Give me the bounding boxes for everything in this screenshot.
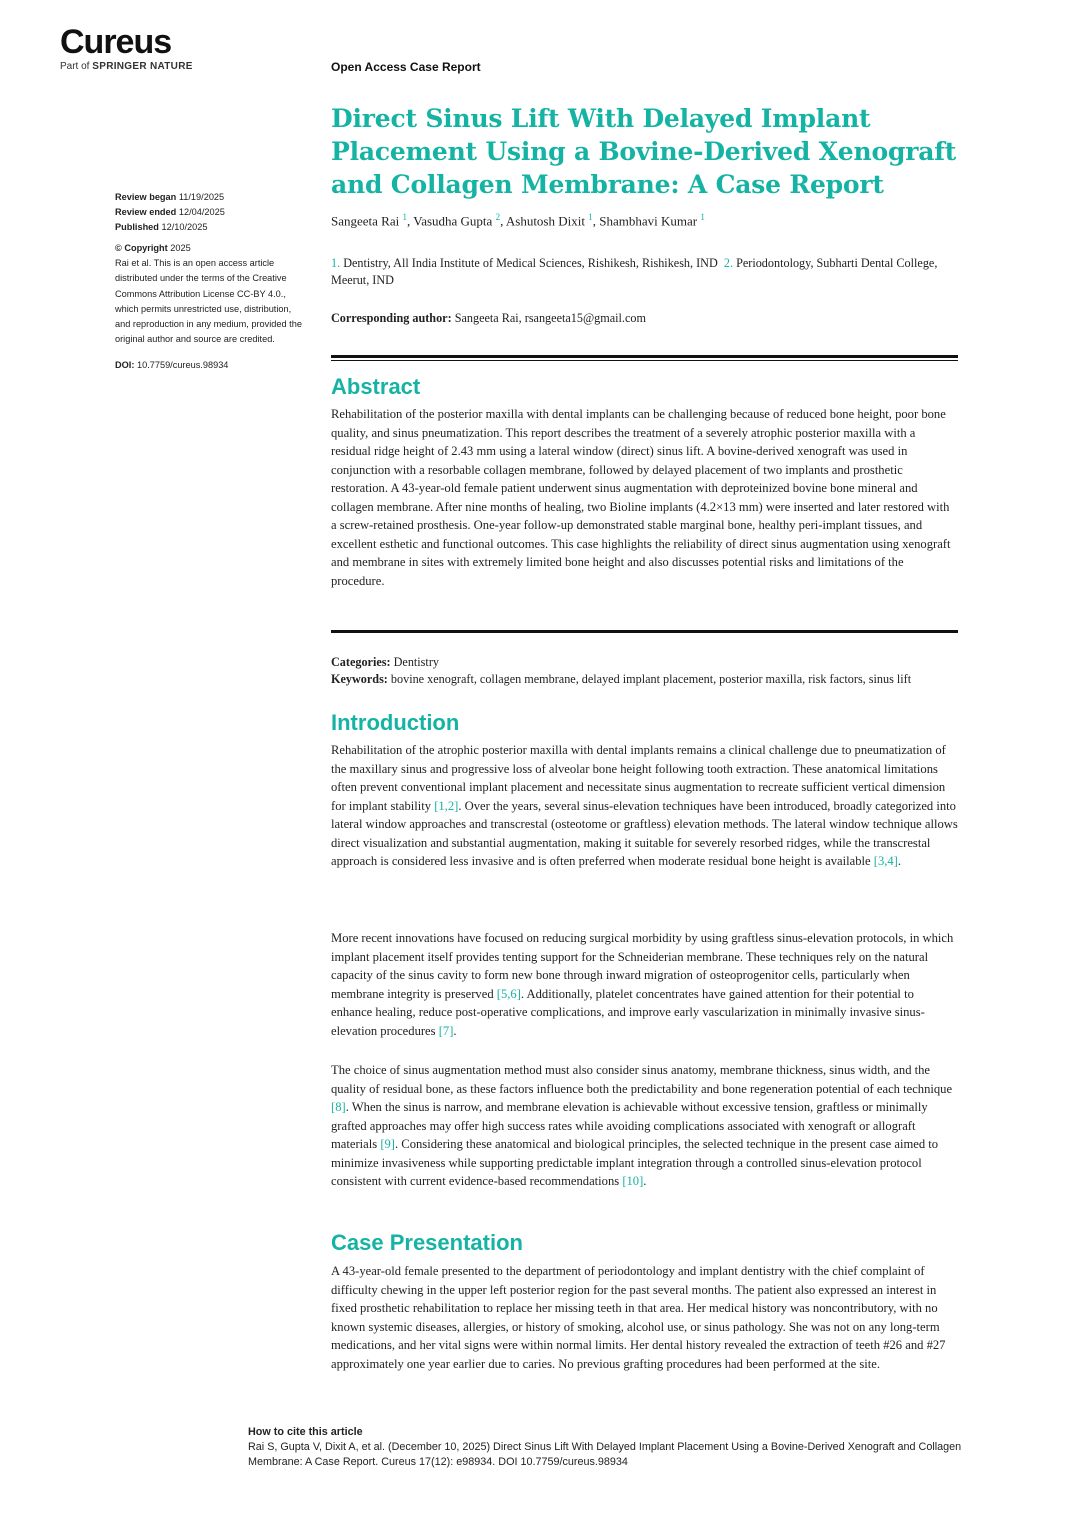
logo-part-of: Part of: [60, 61, 90, 72]
published-label: Published: [115, 222, 159, 232]
review-began-date: 11/19/2025: [178, 192, 225, 202]
author-link[interactable]: Shambhavi Kumar: [599, 213, 698, 229]
author-link[interactable]: Ashutosh Dixit: [505, 213, 585, 229]
review-began-row: [115, 190, 305, 205]
logo-springer-nature: SPRINGER NATURE: [92, 61, 193, 72]
how-to-cite-heading: How to cite this article: [248, 1426, 363, 1438]
copyright-row: [115, 241, 305, 256]
affiliation-number: 2.: [723, 256, 734, 270]
categories-value[interactable]: Dentistry: [393, 655, 439, 669]
case-presentation-heading: Case Presentation: [331, 1230, 523, 1255]
corresponding-label: Corresponding author:: [331, 311, 452, 325]
published-date: 12/10/2025: [161, 222, 208, 232]
keywords-value: bovine xenograft, collagen membrane, delayed implant placement, posterior maxilla, risk factors, sinus lift: [390, 672, 912, 686]
keywords-row: [331, 671, 971, 688]
categories-keywords: [331, 654, 971, 688]
review-ended-row: [115, 205, 305, 220]
author-link[interactable]: Vasudha Gupta: [413, 213, 493, 229]
citation-text: Rai S, Gupta V, Dixit A, et al. (December 10, 2025) Direct Sinus Lift With Delayed Implant Placement Using a Bovine-Derived Xenograft and Collagen Membrane: A Case Report. Cureus 17(12): e98934. DOI 10.7759/cureus.98934: [248, 1441, 962, 1468]
author-link[interactable]: Sangeeta Rai: [331, 213, 400, 229]
author-affiliation-ref[interactable]: 1: [588, 212, 593, 222]
paragraph-text: .: [453, 1023, 457, 1038]
article-sidebar: [115, 190, 305, 373]
citation-link[interactable]: [3,4]: [873, 854, 898, 868]
citation-link[interactable]: [5,6]: [496, 986, 521, 1001]
corresponding-contact[interactable]: Sangeeta Rai, rsangeeta15@gmail.com: [454, 311, 646, 325]
cureus-logo[interactable]: [60, 24, 193, 72]
paragraph-text: The choice of sinus augmentation method must also consider sinus anatomy, membrane thickness, sinus width, and the quality of residual bone, as these factors influence both the predictability and bone regeneration potential of each technique: [331, 1063, 953, 1096]
introduction-heading: Introduction: [331, 710, 460, 735]
paragraph-text: . Considering these anatomical and biological principles, the selected technique in the present case aimed to minimize invasiveness while supporting predictable implant integration through a controlled sinus-elevation protocol consistent with current evidence-based recommendations: [331, 1137, 939, 1188]
paragraph-text: More recent innovations have focused on reducing surgical morbidity by using graftless sinus-elevation protocols, in which implant placement itself provides tenting support for the Schneiderian membrane. These techniques rely on the natural capacity of the sinus cavity to form new bone through inward migration of osteoprogenitor cells, particularly when membrane integrity is preserved: [331, 931, 954, 1001]
corresponding-author: [331, 311, 646, 326]
doi-row: [115, 358, 305, 373]
article-type-label: Open Access Case Report: [331, 60, 481, 74]
paragraph-text: Rehabilitation of the atrophic posterior maxilla with dental implants remains a clinical challenge due to pneumatization of the maxillary sinus and progressive loss of alveolar bone height following tooth extraction. These anatomical limitations often prevent conventional implant placement and necessitate sinus augmentation to recreate sufficient vertical dimension for implant stability: [331, 743, 946, 813]
logo-wordmark: Cureus: [60, 23, 172, 61]
author-affiliation-ref[interactable]: 1: [402, 212, 407, 222]
case-presentation-text: A 43-year-old female presented to the department of periodontology and implant dentistry with the chief complaint of difficulty chewing in the upper left posterior region for the past several months. The patient also expressed an interest in fixed prosthetic rehabilitation to replace her missing teeth in that area. Her medical history was noncontributory, with no known systemic diseases, allergies, or history of smoking, alcohol use, or sinus pathology. She was not on any long-term medications, and her vital signs were within normal limits. Her dental history revealed the extraction of teeth #26 and #27 approximately one year earlier due to caries. No previous grafting procedures had been performed at the site.: [331, 1264, 946, 1371]
paragraph-text: . When the sinus is narrow, and membrane elevation is achievable without excessive tension, graftless or minimally grafted approaches may offer high success rates while avoiding complications associated with xenograft or allograft materials: [331, 1100, 928, 1151]
copyright-year: 2025: [170, 243, 191, 253]
categories-row: [331, 654, 971, 671]
published-row: [115, 220, 305, 235]
review-ended-label: Review ended: [115, 207, 177, 217]
affiliation-text: Periodontology, Subharti Dental College, Meerut, IND: [331, 256, 938, 287]
introduction-paragraph: [331, 1061, 958, 1191]
categories-label: Categories:: [331, 655, 391, 669]
citation-link[interactable]: [9]: [380, 1137, 395, 1151]
keywords-label: Keywords:: [331, 672, 388, 686]
copyright-label: © Copyright: [115, 243, 168, 253]
logo-publisher: [60, 61, 193, 72]
review-ended-date: 12/04/2025: [178, 207, 225, 217]
divider-top-thick: [331, 355, 958, 358]
introduction-paragraph: [331, 741, 958, 871]
divider-bottom: [331, 630, 958, 633]
doi-link[interactable]: 10.7759/cureus.98934: [136, 359, 229, 370]
how-to-cite: [248, 1425, 1008, 1470]
citation-link[interactable]: [10]: [622, 1174, 644, 1188]
citation-link[interactable]: [7]: [438, 1023, 454, 1038]
citation-link[interactable]: [1,2]: [434, 798, 459, 813]
divider-top-thin: [331, 360, 958, 361]
author-list: Sangeeta Rai $^1$, Vasudha Gupta $^2$, Ashutosh Dixit $^1$, Shambhavi Kumar $^1$: [331, 212, 705, 229]
paragraph-text: .: [643, 1174, 647, 1188]
affiliation-text: Dentistry, All India Institute of Medical Sciences, Rishikesh, Rishikesh, IND: [343, 256, 718, 270]
article-title: Direct Sinus Lift With Delayed Implant Placement Using a Bovine-Derived Xenograft and Collagen Membrane: A Case Report: [331, 104, 957, 199]
affiliations: [331, 255, 961, 289]
doi-label: DOI:: [115, 359, 135, 370]
paragraph-text: . Additionally, platelet concentrates have gained attention for their potential to enhance healing, reduce post-operative complications, and improve early vascularization in minimally invasive sinus-elevation procedures: [331, 986, 925, 1038]
abstract-text: Rehabilitation of the posterior maxilla with dental implants can be challenging because of reduced bone height, poor bone quality, and sinus pneumatization. This report describes the treatment of a severely atrophic posterior maxilla with a residual ridge height of 2.43 mm using a lateral window (direct) sinus lift. A bovine-derived xenograft was used in conjunction with a resorbable collagen membrane, followed by delayed placement of two implants and prosthetic restoration. A 43-year-old female patient underwent sinus augmentation with deproteinized bovine bone mineral and collagen membrane. After nine months of healing, two Bioline implants (4.2×13 mm) were inserted and later restored with a screw-retained prosthesis. One-year follow-up demonstrated stable marginal bone, healthy peri-implant tissues, and excellent esthetic and functional outcomes. This case highlights the reliability of direct sinus augmentation using xenograft and membrane in sites with extremely limited bone height and also discusses potential risks and limitations of the procedure.: [331, 407, 951, 588]
paragraph-text: . Over the years, several sinus-elevation techniques have been introduced, broadly categorized into lateral window approaches and transcrestal (osteotome or graftless) elevation methods. The lateral window technique allows direct visualization and substantial augmentation, making it suitable for severely resorbed ridges, while the transcrestal approach is considered less invasive and is often preferred when moderate residual bone height is available: [331, 798, 958, 868]
license-text: Rai et al. This is an open access article distributed under the terms of the Creative Commons Attribution License CC-BY 4.0., which permits unrestricted use, distribution, and reproduction in any medium, provided the original author and source are credited.: [115, 258, 302, 345]
review-began-label: Review began: [115, 192, 177, 202]
author-affiliation-ref[interactable]: 1: [700, 212, 705, 222]
citation-link[interactable]: [8]: [331, 1100, 346, 1114]
author-affiliation-ref[interactable]: 2: [495, 212, 501, 222]
affiliation-number: 1.: [331, 256, 341, 270]
abstract-heading: Abstract: [331, 374, 421, 399]
introduction-paragraph: [331, 929, 958, 1040]
paragraph-text: .: [897, 854, 902, 868]
